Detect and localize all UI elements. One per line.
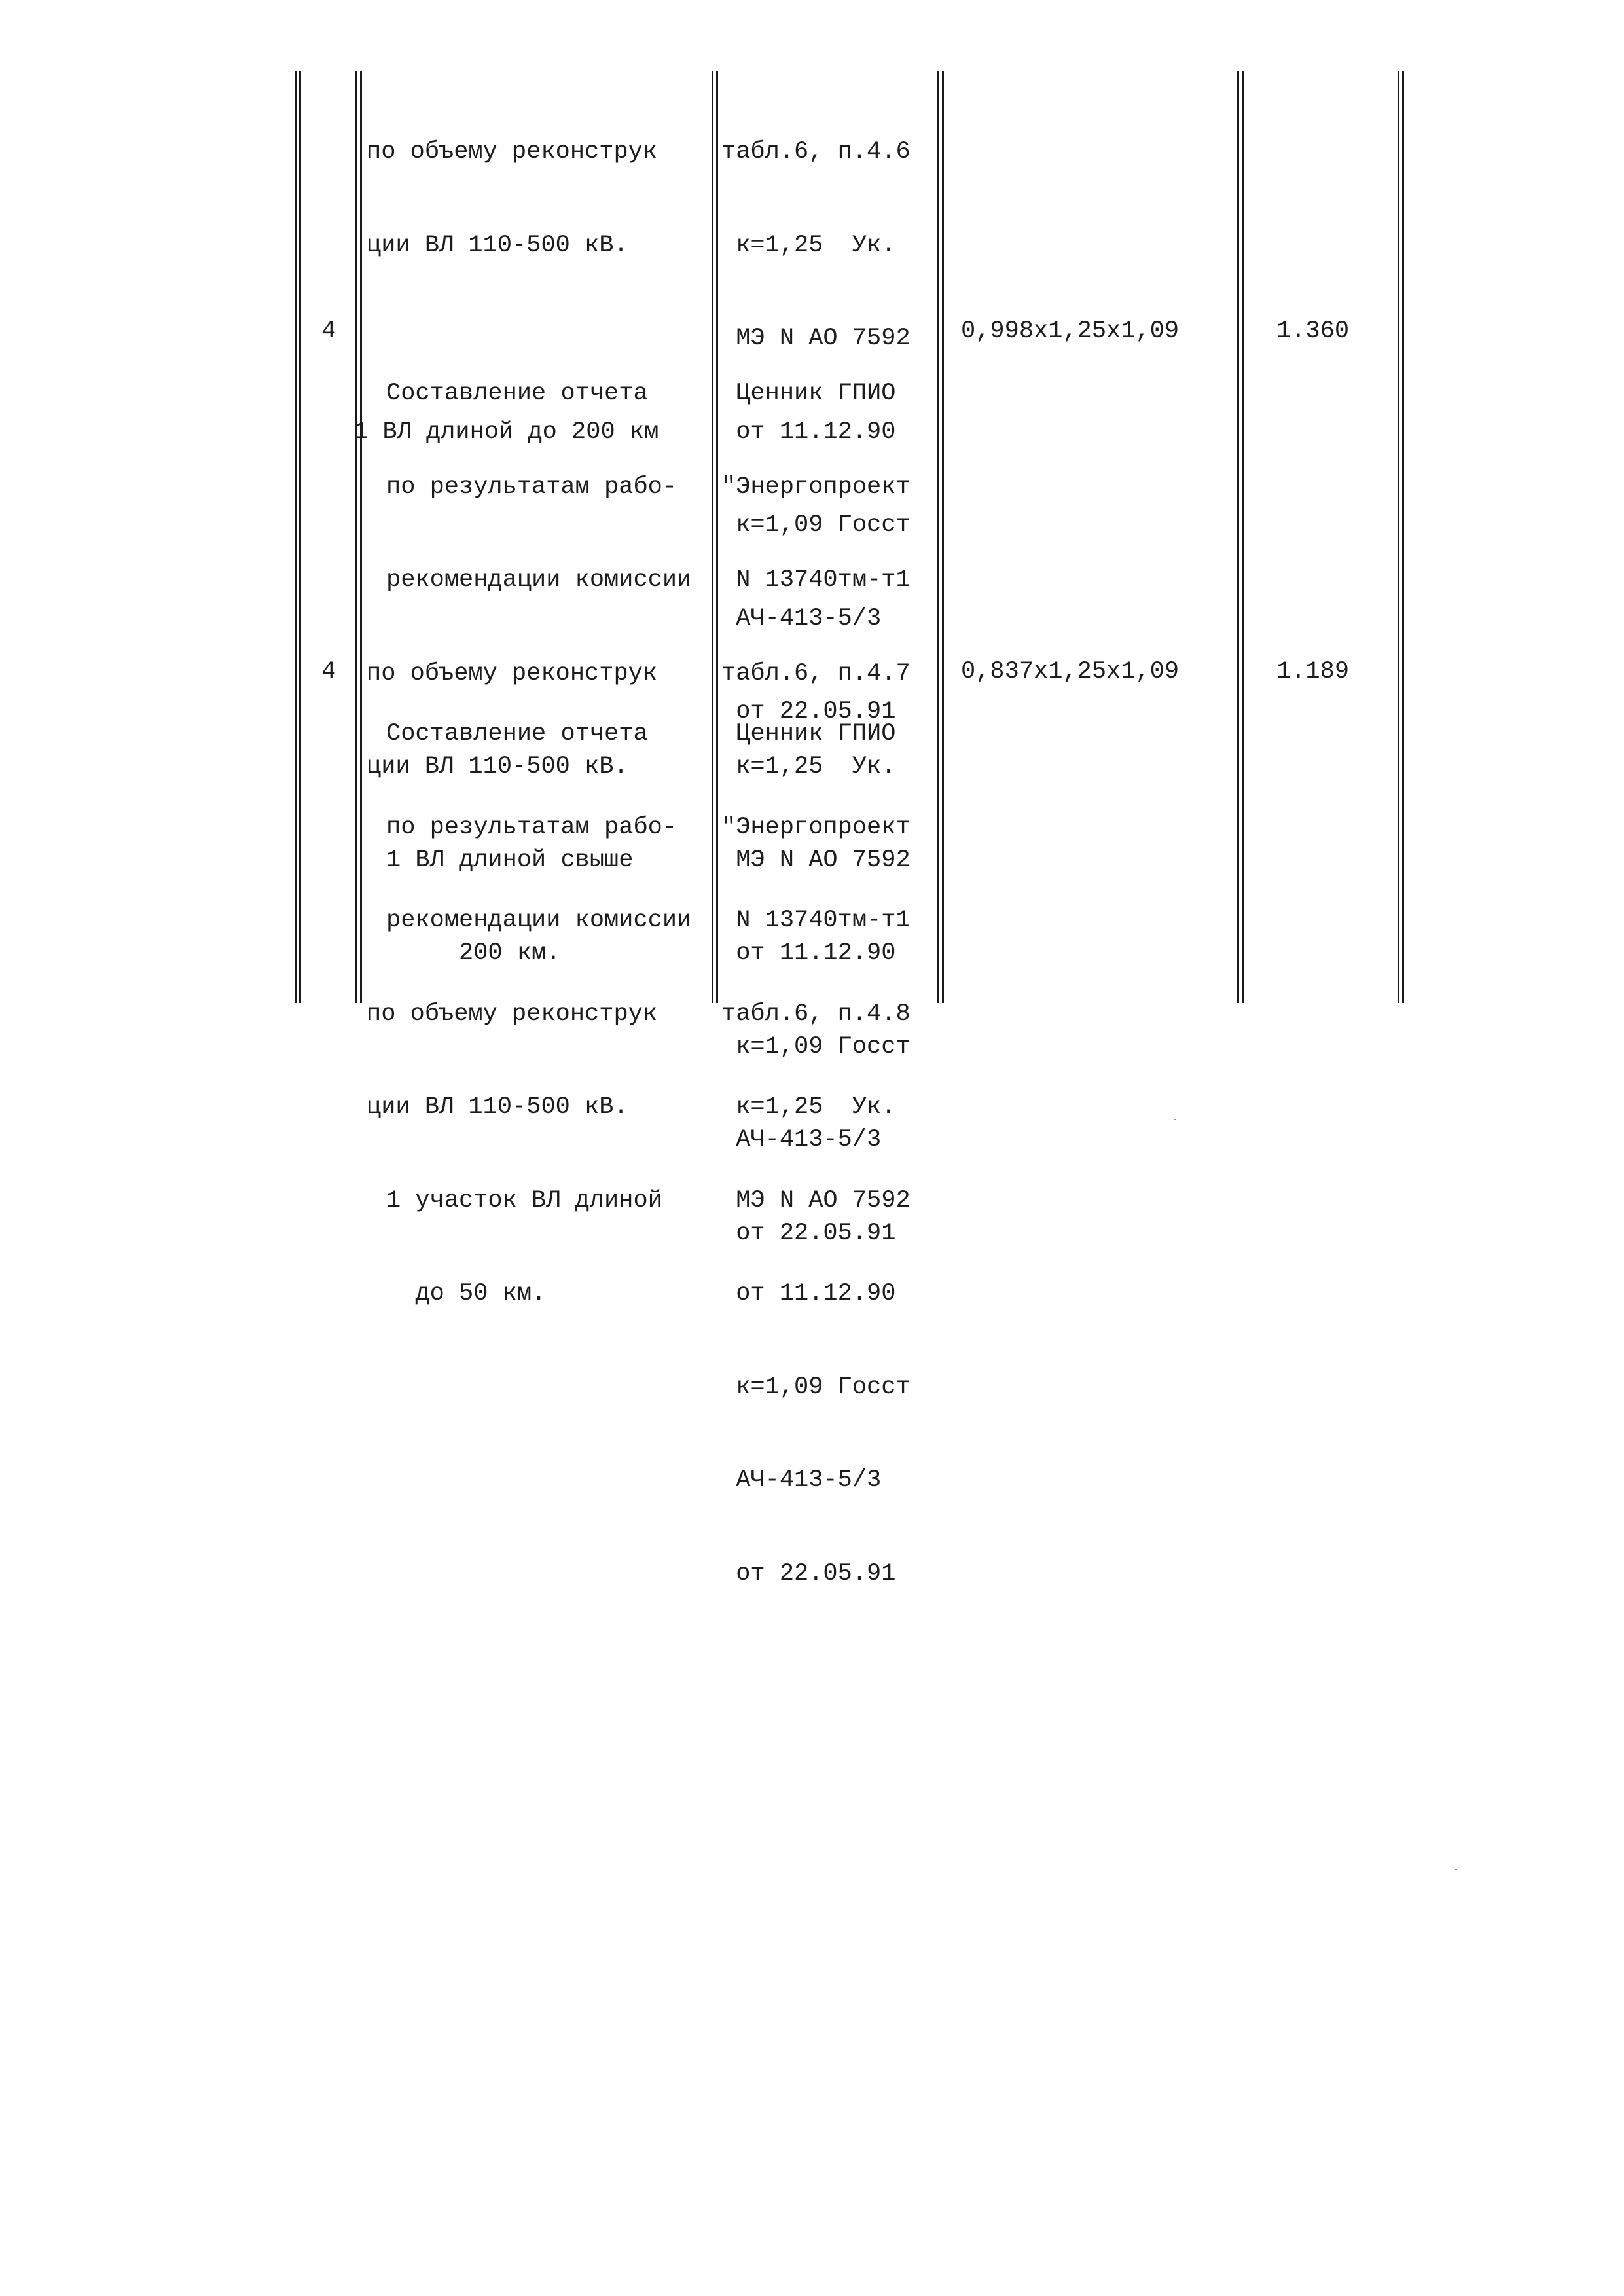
scan-speck — [1174, 1119, 1176, 1120]
basis-line: к=1,25 Ук. — [721, 753, 896, 780]
description-line: 200 км. — [386, 939, 561, 967]
scan-speck — [1455, 1869, 1457, 1870]
basis-line: к=1,09 Госст — [721, 1373, 911, 1401]
description-line: рекомендации комиссии — [386, 566, 692, 594]
basis-line: АЧ-413-5/3 — [721, 1126, 882, 1154]
description-line: 1 ВЛ длиной до 200 км — [353, 418, 659, 446]
basis-line: МЭ N АО 7592 — [721, 1186, 911, 1214]
row-3-cost: 1.189 — [1276, 658, 1350, 685]
description-line: до 50 км. — [386, 1280, 547, 1307]
description-line: по объему реконструк — [367, 138, 658, 166]
column-rule-left-edge — [295, 71, 301, 1003]
basis-line: от 11.12.90 — [721, 1280, 896, 1307]
basis-line: табл.6, п.4.6 — [721, 138, 911, 166]
description-line: ции ВЛ 110-500 кВ. — [367, 231, 628, 259]
basis-line: АЧ-413-5/3 — [721, 604, 882, 632]
basis-line: от 22.05.91 — [721, 1559, 896, 1588]
basis-line: к=1,25 Ук. — [721, 1093, 896, 1121]
basis-line: "Энергопроект — [721, 813, 911, 841]
description-line: ции ВЛ 110-500 кВ. — [367, 753, 628, 780]
column-rule-number — [355, 71, 362, 1003]
description-line: по результатам рабо- — [386, 813, 677, 841]
basis-line: к=1,09 Госст — [721, 511, 911, 539]
basis-line: N 13740тм-т1 — [721, 907, 911, 934]
description-line: ции ВЛ 110-500 кВ. — [367, 1093, 628, 1121]
description-line: по объему реконструк — [367, 1000, 658, 1028]
row-2-cost: 1.360 — [1276, 318, 1350, 345]
basis-line: от 22.05.91 — [721, 698, 896, 725]
basis-line: к=1,25 Ук. — [721, 231, 896, 259]
basis-line: Ценник ГПИО — [721, 380, 896, 407]
basis-line: МЭ N АО 7592 — [721, 325, 911, 352]
row-3-formula: 0,837x1,25x1,09 — [961, 658, 1180, 685]
description-line: Составление отчета — [386, 380, 648, 407]
basis-line: от 22.05.91 — [721, 1219, 896, 1247]
basis-line: табл.6, п.4.8 — [721, 1000, 911, 1028]
description-line: Составление отчета — [386, 720, 648, 748]
description-line: 1 ВЛ длиной свыше — [386, 846, 634, 874]
row-2-number: 4 — [321, 318, 336, 345]
basis-line: N 13740тм-т1 — [721, 566, 911, 594]
row-3-basis — [721, 657, 911, 1652]
row-3-number: 4 — [321, 658, 336, 685]
description-line: 1 участок ВЛ длиной — [386, 1186, 662, 1214]
column-rule-description — [712, 71, 718, 1003]
basis-line: Ценник ГПИО — [721, 720, 896, 748]
basis-line: табл.6, п.4.7 — [721, 659, 911, 687]
column-rule-formula — [1237, 71, 1244, 1003]
description-line: по объему реконструк — [367, 659, 658, 687]
row-3-description — [367, 657, 692, 1372]
basis-line: от 11.12.90 — [721, 939, 896, 967]
description-line: рекомендации комиссии — [386, 907, 692, 934]
column-rule-right-edge — [1398, 71, 1404, 1003]
basis-line: АЧ-413-5/3 — [721, 1467, 882, 1494]
basis-line: к=1,09 Госст — [721, 1032, 911, 1061]
row-2-formula: 0,998x1,25x1,09 — [961, 318, 1180, 345]
basis-line: от 11.12.90 — [721, 418, 896, 446]
description-line: по результатам рабо- — [386, 473, 677, 501]
basis-line: "Энергопроект — [721, 473, 911, 501]
column-rule-basis — [937, 71, 944, 1003]
basis-line: МЭ N АО 7592 — [721, 846, 911, 874]
